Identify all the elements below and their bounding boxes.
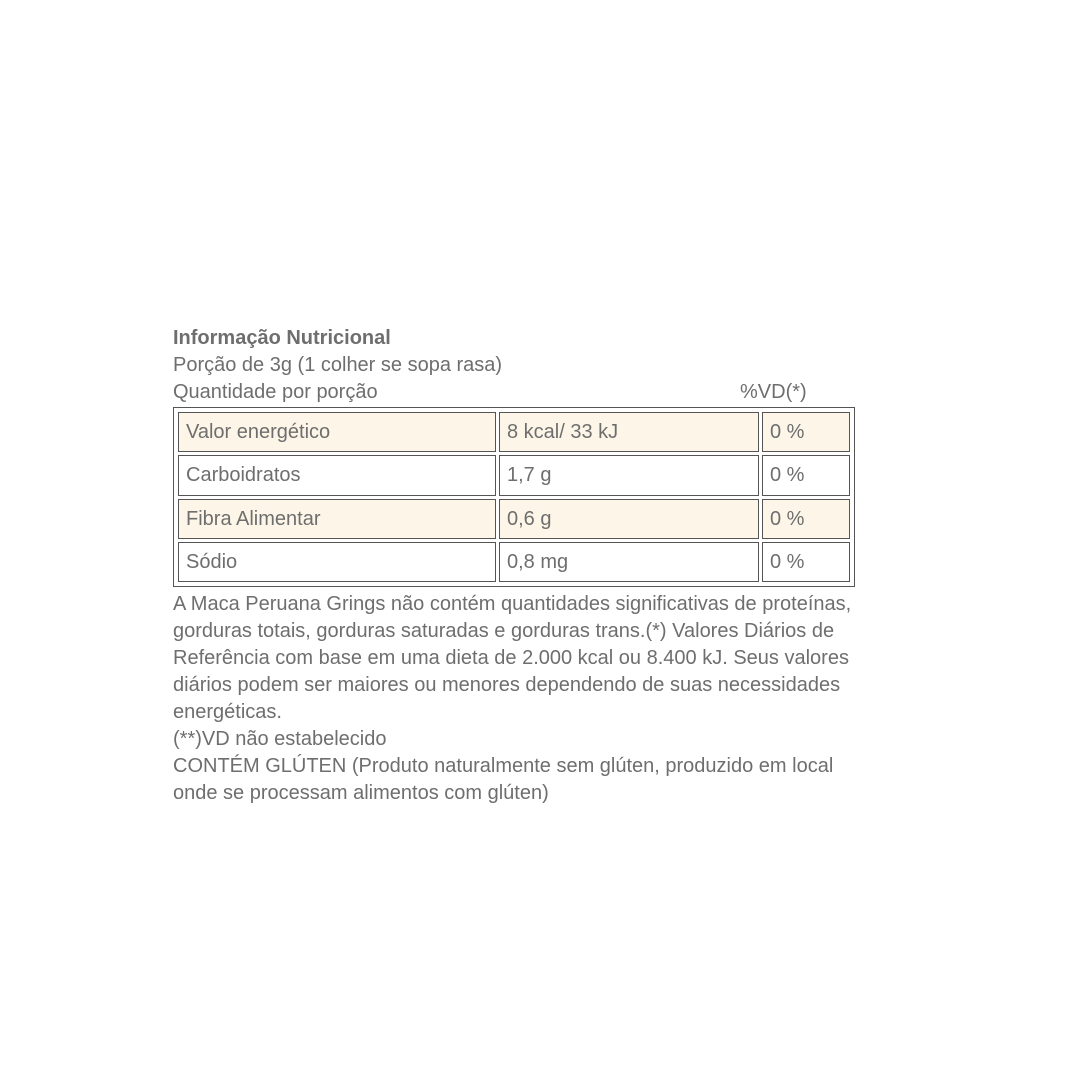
table-row [178, 499, 850, 539]
nutrition-table [175, 409, 853, 585]
nutrient-name: Valor energético [178, 412, 496, 452]
footnote-main: A Maca Peruana Grings não contém quantidades significativas de proteínas, gorduras totais, gorduras saturadas e gorduras trans.(*) Valores Diários de Referência com base em uma dieta de 2.000 kcal ou 8.400 kJ. Seus valores diários podem ser maiores ou menores dependendo de suas necessidades energéticas. [173, 593, 852, 723]
vd-label: %VD(*) [740, 381, 807, 403]
table-row [178, 412, 850, 452]
nutrient-amount: 0,8 mg [499, 542, 759, 582]
nutrient-amount: 8 kcal/ 33 kJ [499, 412, 759, 452]
footnote-gluten: CONTÉM GLÚTEN (Produto naturalmente sem glúten, produzido em local onde se processam alimentos com glúten) [173, 755, 834, 804]
nutrition-title: Informação Nutricional [173, 327, 391, 349]
nutrient-name: Carboidratos [178, 455, 496, 495]
nutrient-vd: 0 % [762, 455, 850, 495]
nutrient-vd: 0 % [762, 412, 850, 452]
footnote-vd: (**)VD não estabelecido [173, 728, 387, 750]
table-row [178, 455, 850, 495]
table-row [178, 542, 850, 582]
nutrient-vd: 0 % [762, 499, 850, 539]
nutrient-name: Sódio [178, 542, 496, 582]
nutrient-amount: 0,6 g [499, 499, 759, 539]
quantity-label: Quantidade por porção [173, 381, 378, 403]
nutrient-name: Fibra Alimentar [178, 499, 496, 539]
nutrient-amount: 1,7 g [499, 455, 759, 495]
quantity-header [173, 379, 855, 406]
nutrition-table-frame [173, 407, 855, 587]
footnotes [173, 591, 853, 807]
portion-text: Porção de 3g (1 colher se sopa rasa) [173, 354, 503, 376]
nutrient-vd: 0 % [762, 542, 850, 582]
nutrition-info [173, 325, 863, 807]
